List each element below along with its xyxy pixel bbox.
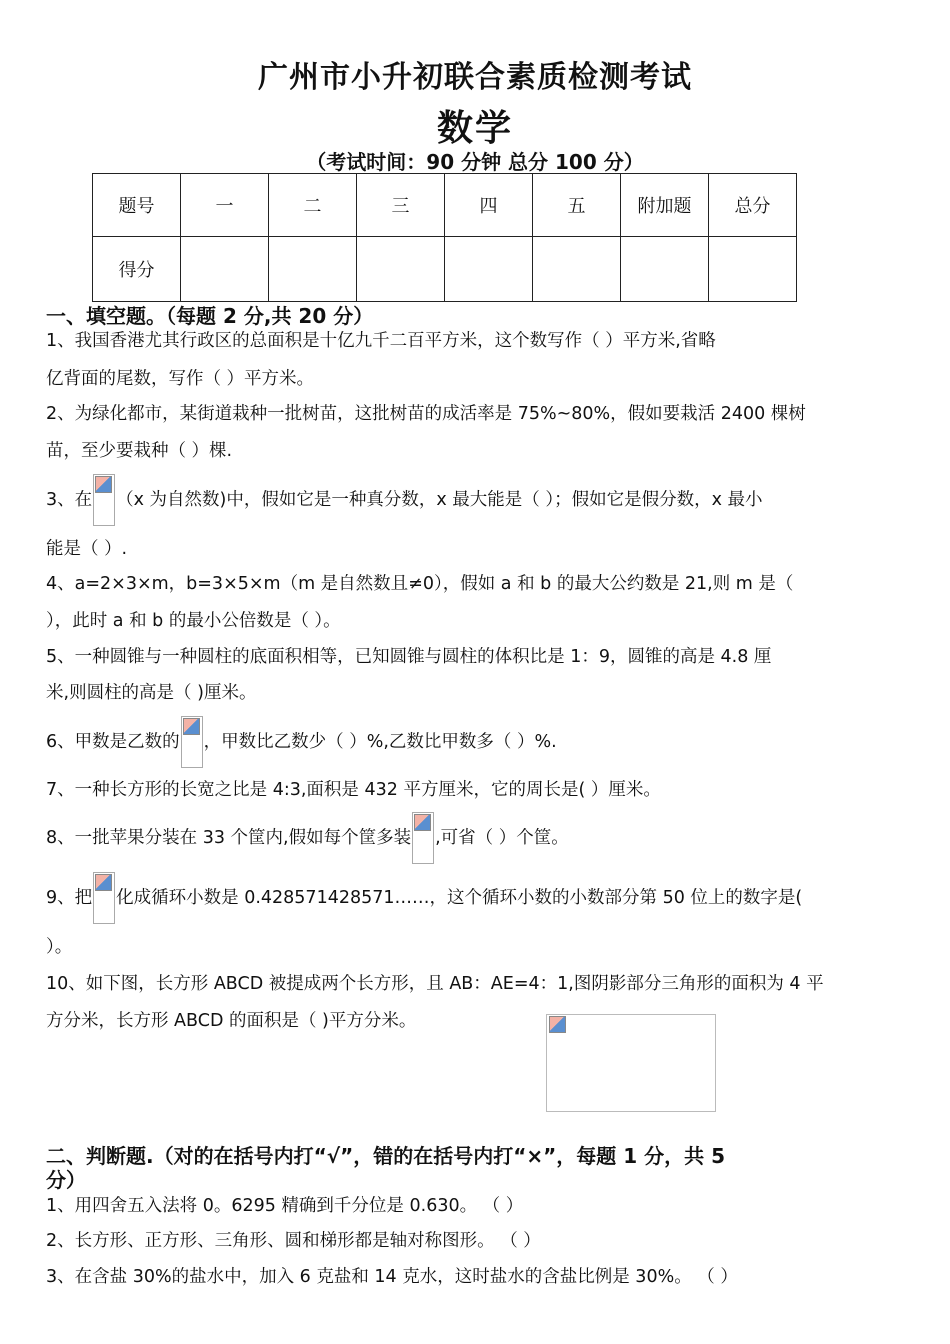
question-5-line-2: 米,则圆柱的高是（ )厘米。	[46, 683, 257, 703]
score-table-cell: 五	[533, 174, 621, 237]
score-table-cell: 题号	[93, 174, 181, 237]
judge-question-3: 3、在含盐 30%的盐水中，加入 6 克盐和 14 克水，这时盐水的含盐比例是 30%。 （ ）	[46, 1267, 738, 1287]
question-6-prefix: 6、甲数是乙数的	[46, 732, 180, 752]
question-2-line-1: 2、为绿化都市，某街道栽种一批树苗，这批树苗的成活率是 75%~80%，假如要栽活 2400 棵树	[46, 404, 806, 424]
question-9-line-1	[46, 872, 802, 924]
section1-heading: 一、填空题。（每题 2 分,共 20 分）	[46, 304, 374, 328]
question-9-text: 化成循环小数是 0.428571428571……，这个循环小数的小数部分第 50 位上的数字是(	[116, 888, 803, 908]
score-cell[interactable]	[181, 237, 269, 302]
score-table-cell: 一	[181, 174, 269, 237]
score-table-header-row	[93, 174, 797, 237]
rectangle-figure-placeholder	[546, 1014, 716, 1112]
question-4-line-2: ），此时 a 和 b 的最小公倍数是（ ）。	[46, 611, 341, 631]
score-cell[interactable]	[709, 237, 797, 302]
judge-question-1: 1、用四舍五入法将 0。6295 精确到千分位是 0.630。 （ ）	[46, 1196, 524, 1216]
score-table-cell: 四	[445, 174, 533, 237]
question-4-line-1: 4、a=2×3×m，b=3×5×m（m 是自然数且≠0），假如 a 和 b 的最大公约数是 21,则 m 是（	[46, 574, 794, 594]
question-2-line-2: 苗，至少要栽种（ ）棵.	[46, 441, 233, 461]
score-table-cell: 得分	[93, 237, 181, 302]
score-table-score-row	[93, 237, 797, 302]
question-6	[46, 716, 557, 768]
question-10-line-2: 方分米，长方形 ABCD 的面积是（ )平方分米。	[46, 1011, 417, 1031]
question-8-prefix: 8、一批苹果分装在 33 个筐内,假如每个筐多装	[46, 828, 412, 848]
section2-heading-line-2: 分）	[46, 1168, 86, 1192]
fraction-image-icon	[412, 812, 434, 864]
fraction-image-icon	[93, 872, 115, 924]
score-table-cell: 总分	[709, 174, 797, 237]
score-table-cell: 三	[357, 174, 445, 237]
question-5-line-1: 5、一种圆锥与一种圆柱的底面积相等，已知圆锥与圆柱的体积比是 1：9，圆锥的高是 4.8 厘	[46, 647, 772, 667]
score-table-cell: 附加题	[621, 174, 709, 237]
score-cell[interactable]	[621, 237, 709, 302]
question-7: 7、一种长方形的长宽之比是 4:3,面积是 432 平方厘米，它的周长是( ）厘米。	[46, 780, 661, 800]
score-table	[92, 173, 797, 302]
exam-info: （考试时间：90 分钟 总分 100 分）	[306, 150, 644, 174]
question-3-line-2: 能是（ ）.	[46, 539, 128, 559]
question-1-line-1: 1、我国香港尤其行政区的总面积是十亿九千二百平方米，这个数写作（ ）平方米,省略	[46, 331, 716, 351]
exam-title: 广州市小升初联合素质检测考试	[258, 60, 692, 95]
question-1-line-2: 亿背面的尾数，写作（ ）平方米。	[46, 369, 315, 389]
broken-image-icon	[548, 1015, 568, 1035]
score-cell[interactable]	[357, 237, 445, 302]
fraction-image-icon	[93, 474, 115, 526]
score-table-cell: 二	[269, 174, 357, 237]
score-cell[interactable]	[269, 237, 357, 302]
score-cell[interactable]	[445, 237, 533, 302]
question-6-text: ，甲数比乙数少（ ）%,乙数比甲数多（ ）%.	[203, 732, 557, 752]
question-8-text: ,可省（ ）个筐。	[435, 828, 569, 848]
fraction-image-icon	[181, 716, 203, 768]
question-9-prefix: 9、把	[46, 888, 93, 908]
judge-question-2: 2、长方形、正方形、三角形、圆和梯形都是轴对称图形。 （ ）	[46, 1231, 541, 1251]
score-cell[interactable]	[533, 237, 621, 302]
subject-title: 数学	[436, 108, 513, 149]
question-3-line-1	[46, 474, 763, 526]
question-3-prefix: 3、在	[46, 490, 93, 510]
question-10-line-1: 10、如下图，长方形 ABCD 被提成两个长方形，且 AB：AE=4：1,图阴影部分三角形的面积为 4 平	[46, 974, 824, 994]
question-8	[46, 812, 569, 864]
section2-heading-line-1: 二、判断题.（对的在括号内打“√”，错的在括号内打“×”，每题 1 分，共 5	[46, 1144, 725, 1168]
question-9-line-2: ）。	[46, 937, 73, 957]
question-3-text: （x 为自然数)中，假如它是一种真分数，x 最大能是（ ）；假如它是假分数，x 最小	[116, 490, 763, 510]
